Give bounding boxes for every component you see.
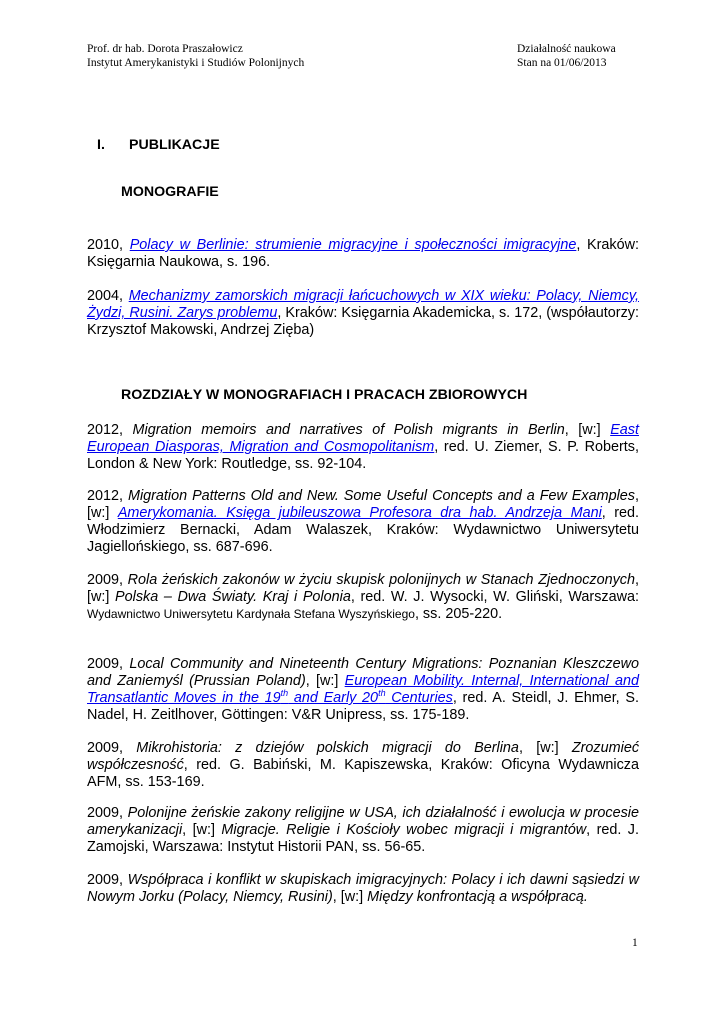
book-title-link[interactable]: Amerykomania. Księga jubileuszowa Profesora dra hab. Andrzeja Mani	[117, 505, 602, 521]
chapter-title: Polonijne żeńskie zakony religijne w USA, ich działalność i ewolucja w procesie amerykanizacji	[87, 805, 639, 838]
book-title-part: European Mobility. Internal, International and Transatlantic Moves in the 19	[87, 673, 639, 706]
entry-year: 2010,	[87, 237, 130, 253]
chapter-entry	[87, 572, 639, 623]
entry-details: , red. U. Ziemer, S. P. Roberts, London & New York: Routledge, ss. 92-104.	[87, 439, 639, 472]
entry-in: , [w:]	[332, 889, 368, 905]
page-number: 1	[632, 937, 638, 949]
entry-year: 2012,	[87, 422, 133, 438]
monograph-entry	[87, 288, 639, 339]
book-title: Polska – Dwa Światy. Kraj i Polonia	[115, 589, 351, 605]
book-title-link[interactable]: East European Diasporas, Migration and Cosmopolitanism	[87, 422, 639, 455]
chapter-title: Migration Patterns Old and New. Some Useful Concepts and a Few Examples	[127, 488, 635, 504]
book-title-part: and Early 20	[288, 690, 379, 706]
superscript: th	[280, 688, 289, 699]
header-author: Prof. dr hab. Dorota Praszałowicz	[87, 43, 243, 55]
book-title: Między konfrontacją a współpracą.	[367, 889, 588, 905]
entry-year: 2009,	[87, 805, 128, 821]
chapter-entry	[87, 872, 639, 906]
monograph-title-link[interactable]: Polacy w Berlinie: strumienie migracyjne i społeczności imigracyjne	[129, 237, 577, 253]
entry-details: , Kraków: Księgarnia Akademicka, s. 172, (współautorzy: Krzysztof Makowski, Andrzej Zięba)	[87, 305, 639, 338]
monograph-entry	[87, 237, 639, 271]
entry-details: , red. A. Steidl, J. Ehmer, S. Nadel, H. Zeitlhover, Göttingen: V&R Unipress, ss. 175-189.	[87, 690, 639, 723]
entry-in: , [w:]	[564, 422, 611, 438]
entry-year: 2009,	[87, 740, 137, 756]
subsection-title-chapters: ROZDZIAŁY W MONOGRAFIACH I PRACACH ZBIOROWYCH	[121, 387, 528, 403]
entry-in: , [w:]	[518, 740, 572, 756]
chapter-title: Współpraca i konflikt w skupiskach imigracyjnych: Polacy i ich dawni sąsiedzi w Nowym Jorku (Polacy, Niemcy, Rusini)	[87, 872, 639, 905]
header-institute: Instytut Amerykanistyki i Studiów Polonijnych	[87, 57, 305, 69]
chapter-entry	[87, 805, 639, 856]
chapter-title: Mikrohistoria: z dziejów polskich migracji do Berlina	[136, 740, 519, 756]
book-title: Zrozumieć współczesność	[87, 740, 640, 773]
book-title-part: Centuries	[385, 690, 453, 706]
page-header-right	[517, 42, 616, 70]
superscript: th	[378, 688, 386, 699]
subsection-title-monographs: MONOGRAFIE	[121, 184, 219, 200]
header-date: Stan na 01/06/2013	[517, 57, 607, 69]
page-header-left	[87, 42, 304, 70]
entry-details: , red. Włodzimierz Bernacki, Adam Walaszek, Kraków: Wydawnictwo Uniwersytetu Jagiellońskiego, ss. 687-696.	[87, 505, 639, 555]
monograph-title-link[interactable]: Mechanizmy zamorskich migracji łańcuchowych w XIX wieku: Polacy, Niemcy, Żydzi, Rusini. Zarys problemu	[87, 288, 639, 321]
entry-pages: , ss. 205-220.	[414, 606, 503, 622]
entry-in: , [w:]	[182, 822, 222, 838]
entry-details: , red. J. Zamojski, Warszawa: Instytut Historii PAN, ss. 56-65.	[87, 822, 639, 855]
chapter-entry	[87, 422, 639, 473]
entry-publisher: Wydawnictwo Uniwersytetu Kardynała Stefana Wyszyńskiego	[87, 607, 415, 621]
chapter-title: Migration memoirs and narratives of Polish migrants in Berlin	[132, 422, 565, 438]
entry-details: , Kraków: Księgarnia Naukowa, s. 196.	[87, 237, 640, 270]
entry-in: , [w:]	[87, 488, 639, 521]
chapter-title: Local Community and Nineteenth Century Migrations: Poznanian Kleszczewo and Zaniemyśl (Prussian Poland)	[87, 656, 639, 689]
entry-year: 2012,	[87, 488, 128, 504]
entry-in: , [w:]	[87, 572, 639, 605]
chapter-title: Rola żeńskich zakonów w życiu skupisk polonijnych w Stanach Zjednoczonych	[127, 572, 635, 588]
book-title: Migracje. Religie i Kościoły wobec migracji i migrantów	[221, 822, 587, 838]
section-title-publications: PUBLIKACJE	[129, 137, 220, 153]
entry-year: 2009,	[87, 572, 128, 588]
entry-year: 2004,	[87, 288, 129, 304]
entry-year: 2009,	[87, 872, 128, 888]
entry-year: 2009,	[87, 656, 130, 672]
chapter-entry	[87, 740, 639, 791]
header-section: Działalność naukowa	[517, 43, 616, 55]
section-number: I.	[97, 137, 105, 153]
entry-in: , [w:]	[305, 673, 345, 689]
chapter-entry	[87, 488, 639, 556]
entry-details: , red. G. Babiński, M. Kapiszewska, Kraków: Oficyna Wydawnicza AFM, ss. 153-169.	[87, 757, 639, 790]
chapter-entry	[87, 656, 639, 724]
entry-details: , red. W. J. Wysocki, W. Gliński, Warszawa:	[350, 589, 639, 605]
